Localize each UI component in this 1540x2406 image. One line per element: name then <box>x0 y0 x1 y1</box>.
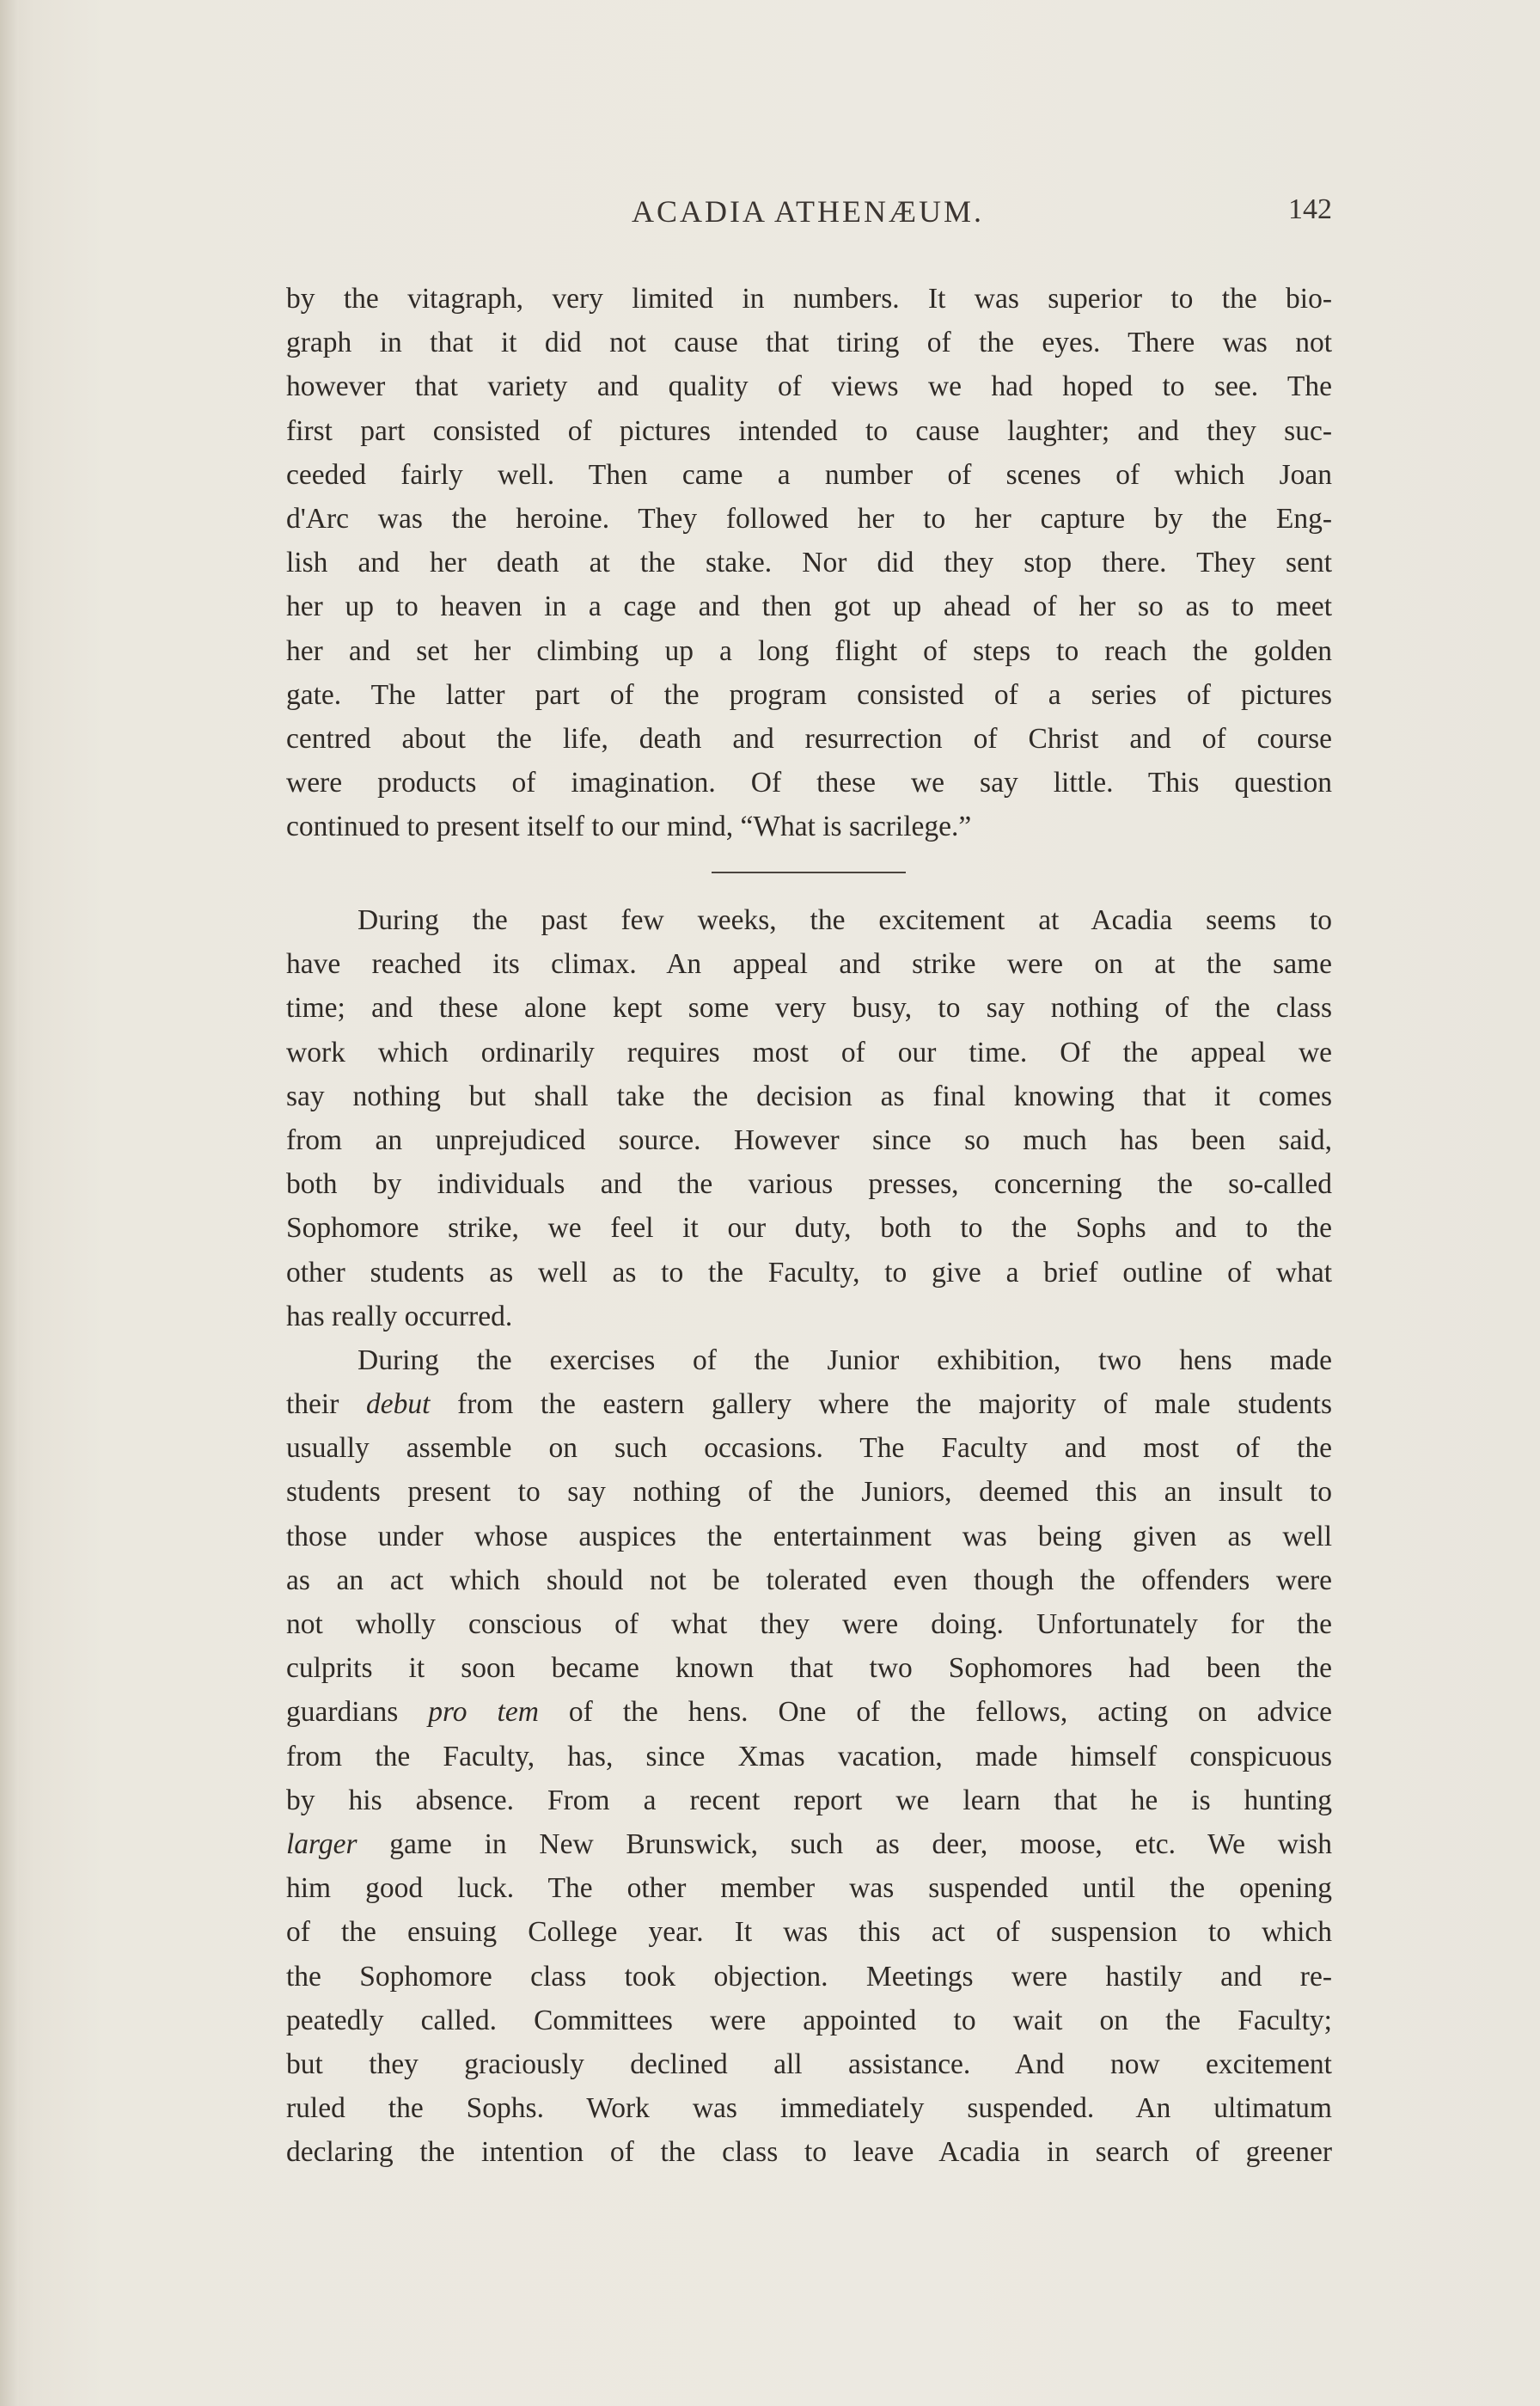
text-line: from the Faculty, has, since Xmas vacation, made himself conspicuous <box>286 1740 1332 1772</box>
text-line: gate. The latter part of the program consisted of a series of pictures <box>286 678 1332 711</box>
text-run: of the hens. One of the fellows, acting on advice <box>538 1696 1332 1729</box>
italic-word: debut <box>366 1388 431 1421</box>
text-line: him good luck. The other member was suspended until the opening <box>286 1872 1332 1905</box>
text-run: game in New Brunswick, such as deer, moose, etc. We wish <box>357 1827 1332 1860</box>
text-line: has really occurred. <box>286 1300 513 1332</box>
text-line: centred about the life, death and resurrection of Christ and of course <box>286 722 1332 755</box>
italic-phrase: pro tem <box>428 1696 539 1729</box>
text-line <box>286 1690 1332 1734</box>
paragraph-vitagraph <box>286 277 1332 848</box>
text-line <box>286 1382 1332 1426</box>
text-line: by the vitagraph, very limited in numbers. It was superior to the bio- <box>286 283 1332 315</box>
text-line: ruled the Sophs. Work was immediately suspended. An ultimatum <box>286 2092 1332 2125</box>
text-line: culprits it soon became known that two Sophomores had been the <box>286 1652 1332 1685</box>
section-divider <box>712 872 906 873</box>
text-line: During the past few weeks, the excitement at Acadia seems to <box>358 904 1332 936</box>
text-line <box>286 1822 1332 1866</box>
italic-word: larger <box>286 1827 358 1860</box>
text-line: other students as well as to the Faculty, to give a brief outline of what <box>286 1256 1332 1289</box>
text-line: students present to say nothing of the Juniors, deemed this an insult to <box>286 1476 1332 1509</box>
text-line: ceeded fairly well. Then came a number of scenes of which Joan <box>286 458 1332 491</box>
text-line: During the exercises of the Junior exhibition, two hens made <box>358 1344 1332 1376</box>
text-run: from the eastern gallery where the majority of male students <box>430 1388 1332 1421</box>
text-line: by his absence. From a recent report we learn that he is hunting <box>286 1784 1332 1816</box>
paragraph-strike <box>286 898 1332 2174</box>
text-line: declaring the intention of the class to leave Acadia in search of greener <box>286 2136 1332 2169</box>
text-line: graph in that it did not cause that tiring of the eyes. There was not <box>286 327 1332 359</box>
text-run: their <box>286 1388 367 1421</box>
running-head <box>284 193 1332 245</box>
text-line: say nothing but shall take the decision as final knowing that it comes <box>286 1080 1332 1112</box>
text-line: Sophomore strike, we feel it our duty, both to the Sophs and to the <box>286 1212 1332 1245</box>
text-line: of the ensuing College year. It was this act of suspension to which <box>286 1916 1332 1949</box>
binding-edge <box>0 0 19 2406</box>
text-line: but they graciously declined all assistance. And now excitement <box>286 2048 1332 2080</box>
text-line: first part consisted of pictures intended to cause laughter; and they suc- <box>286 414 1332 447</box>
text-line: d'Arc was the heroine. They followed her to her capture by the Eng- <box>286 502 1332 535</box>
text-line: continued to present itself to our mind, “What is sacrilege.” <box>286 811 972 843</box>
text-line: work which ordinarily requires most of our time. Of the appeal we <box>286 1036 1332 1068</box>
text-line: from an unprejudiced source. However since so much has been said, <box>286 1123 1332 1156</box>
text-line: her up to heaven in a cage and then got up ahead of her so as to meet <box>286 591 1332 623</box>
text-line: usually assemble on such occasions. The Faculty and most of the <box>286 1432 1332 1465</box>
text-line: time; and these alone kept some very busy, to say nothing of the class <box>286 992 1332 1025</box>
text-line: have reached its climax. An appeal and strike were on at the same <box>286 948 1332 981</box>
text-line: lish and her death at the stake. Nor did they stop there. They sent <box>286 547 1332 579</box>
text-line: those under whose auspices the entertainment was being given as well <box>286 1520 1332 1552</box>
text-line: were products of imagination. Of these we say little. This question <box>286 767 1332 799</box>
text-line: both by individuals and the various presses, concerning the so-called <box>286 1168 1332 1201</box>
page-number: 142 <box>1288 193 1332 225</box>
text-line: as an act which should not be tolerated even though the offenders were <box>286 1564 1332 1596</box>
text-line: her and set her climbing up a long flight of steps to reach the golden <box>286 634 1332 667</box>
journal-title: ACADIA ATHENÆUM. <box>631 194 985 229</box>
text-line: the Sophomore class took objection. Meetings were hastily and re- <box>286 1960 1332 1993</box>
text-run: guardians <box>286 1696 429 1729</box>
text-line: peatedly called. Committees were appointed to wait on the Faculty; <box>286 2004 1332 2036</box>
text-line: not wholly conscious of what they were doing. Unfortunately for the <box>286 1608 1332 1640</box>
text-line: however that variety and quality of views we had hoped to see. The <box>286 370 1332 403</box>
